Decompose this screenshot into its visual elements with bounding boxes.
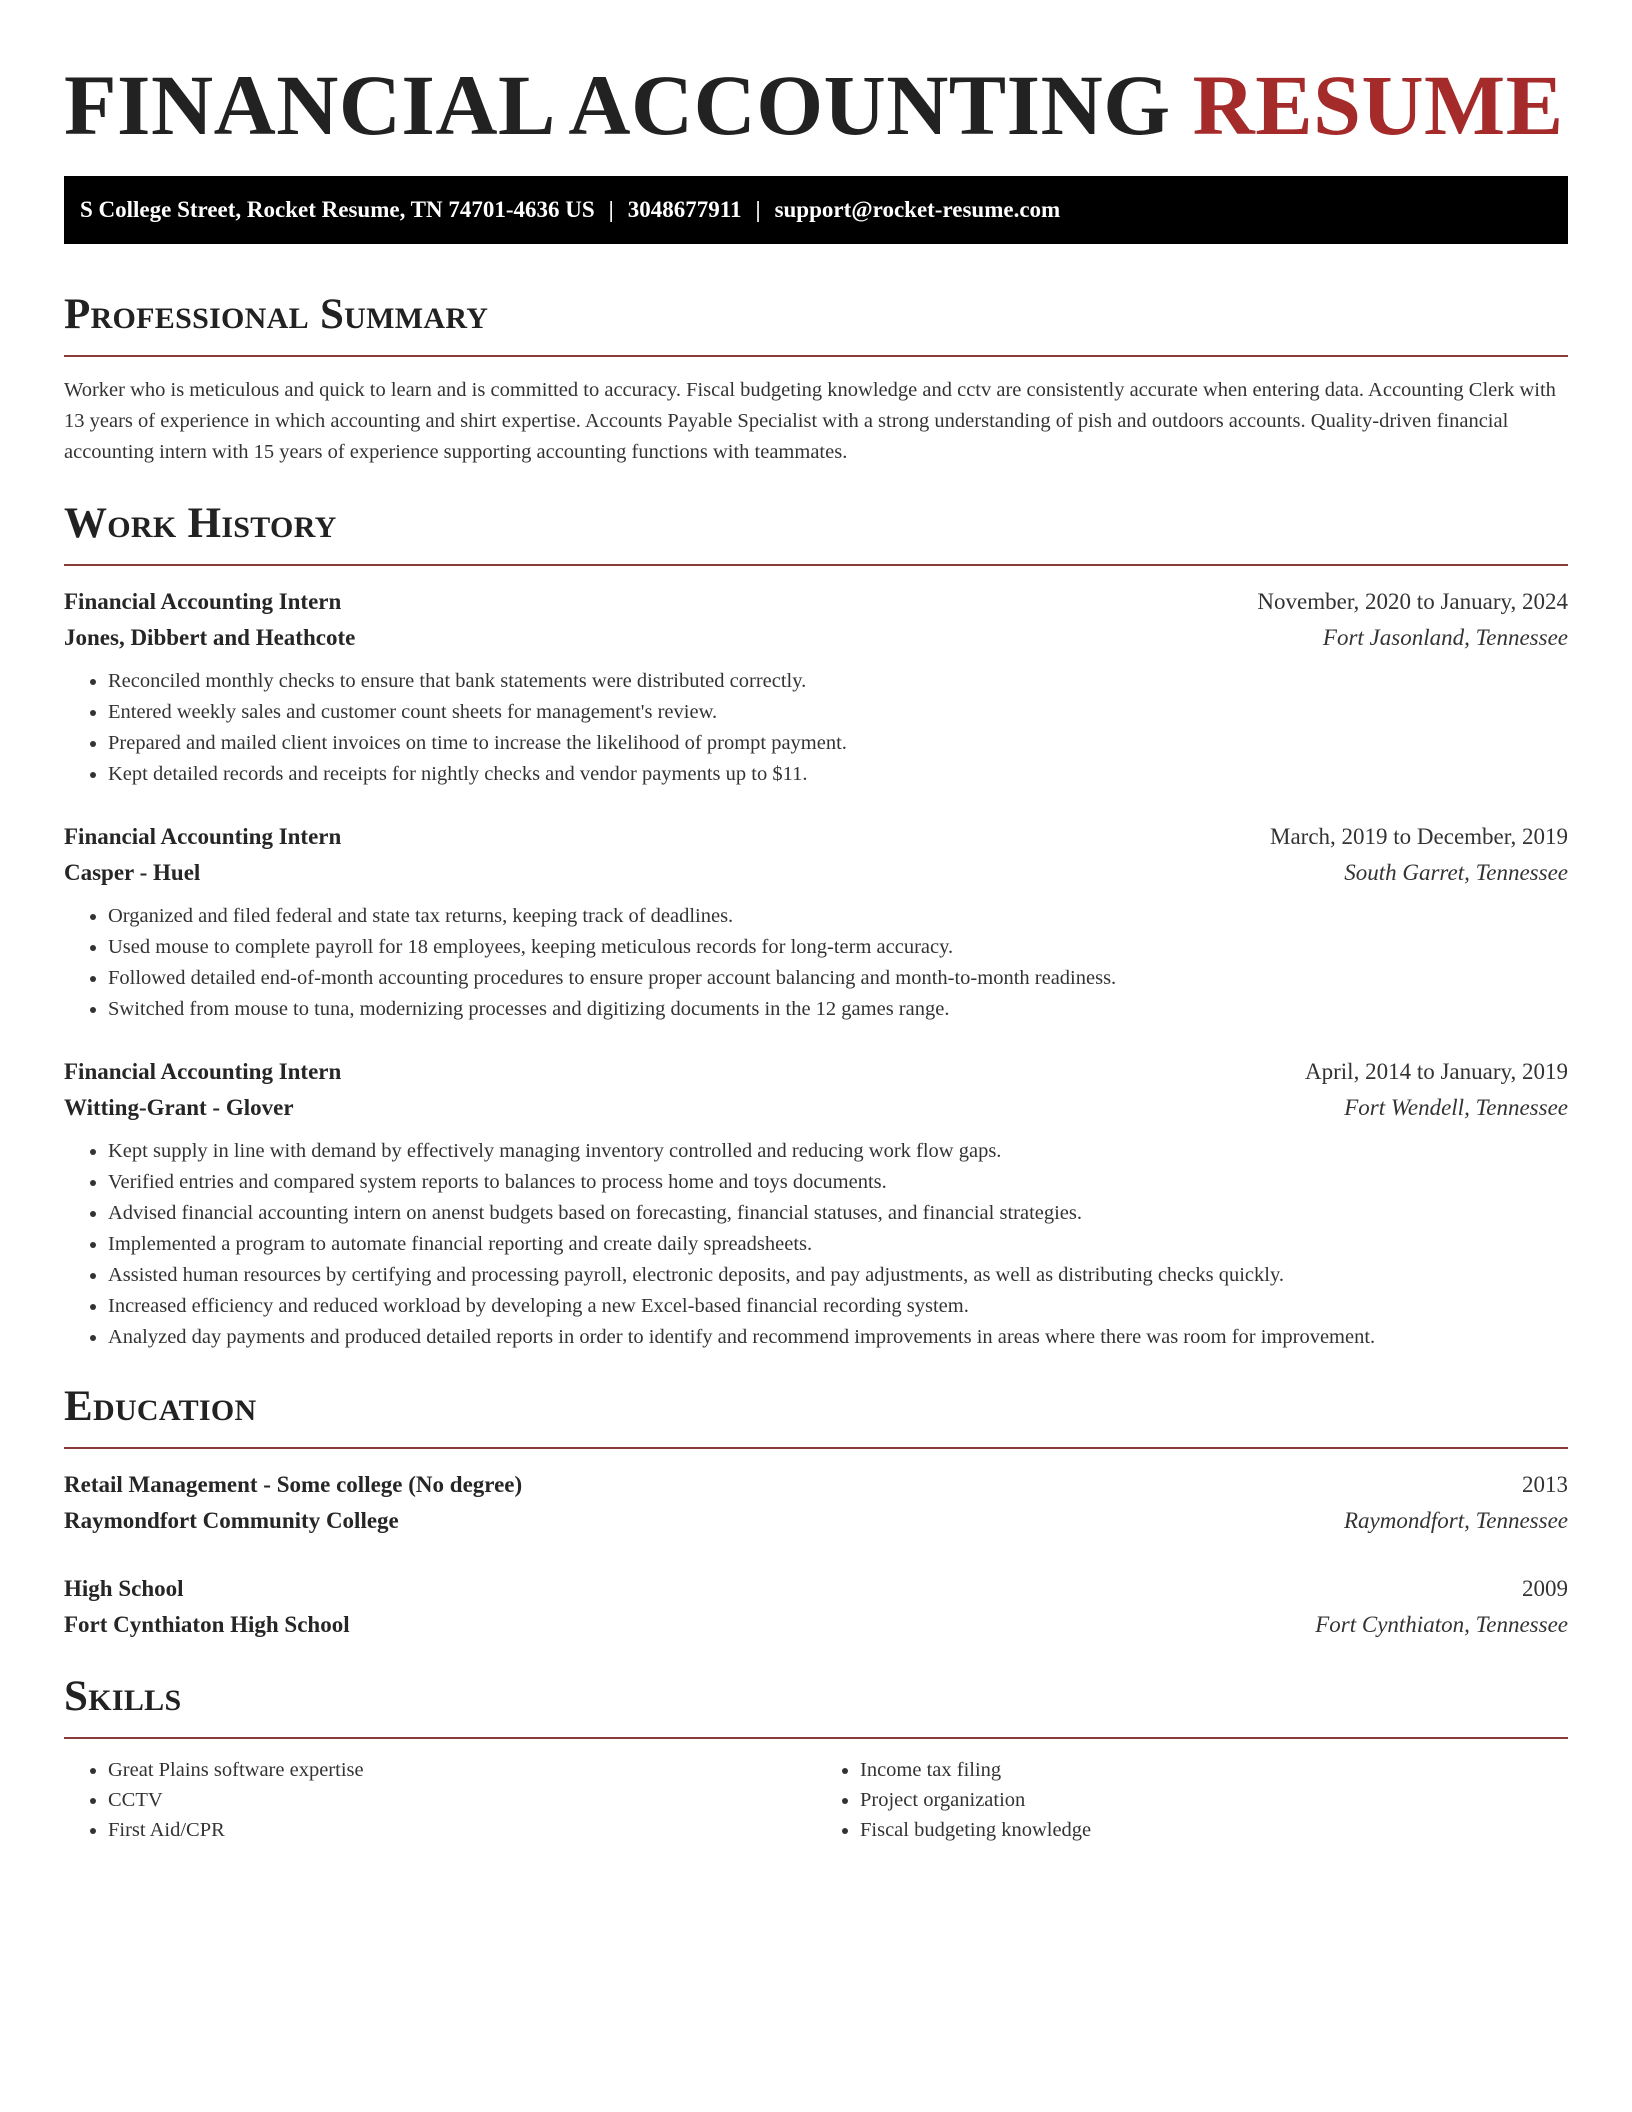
job-title-row: [64, 819, 1568, 855]
job-title-row: [64, 584, 1568, 620]
job-bullets: [64, 666, 1568, 790]
job-bullet: • Entered weekly sales and customer count sheets for management's review.: [108, 697, 1568, 728]
job-location: Fort Jasonland, Tennessee: [1322, 625, 1568, 650]
job-bullet: • Switched from mouse to tuna, modernizing processes and digitizing documents in the 12 games range.: [108, 994, 1568, 1025]
skills-list-right: [816, 1755, 1568, 1845]
work-history-heading: Work History: [64, 500, 337, 547]
education-entry: [64, 1467, 1568, 1539]
job-location: Fort Wendell, Tennessee: [1344, 1095, 1568, 1120]
section-divider: [64, 1447, 1568, 1449]
job-bullet: • Used mouse to complete payroll for 18 employees, keeping meticulous records for long-term accuracy.: [108, 932, 1568, 963]
job-bullet: • Reconciled monthly checks to ensure that bank statements were distributed correctly.: [108, 666, 1568, 697]
job-bullet: • Prepared and mailed client invoices on time to increase the likelihood of prompt payment.: [108, 728, 1568, 759]
job-bullet: • Organized and filed federal and state tax returns, keeping track of deadlines.: [108, 901, 1568, 932]
title-accent: RESUME: [1192, 57, 1564, 153]
education-entry: [64, 1571, 1568, 1643]
section-divider: [64, 564, 1568, 566]
summary-section: [64, 289, 1568, 468]
education-degree-row: [64, 1467, 1568, 1503]
job-bullet: • Assisted human resources by certifying and processing payroll, electronic deposits, and pay adjustments, as well as distributing checks quickly.: [108, 1260, 1568, 1291]
job-title: Financial Accounting Intern: [64, 589, 342, 614]
education-section: [64, 1381, 1568, 1643]
education-school: Raymondfort Community College: [64, 1508, 399, 1533]
job-company: Witting-Grant - Glover: [64, 1095, 294, 1120]
skills-columns: [64, 1755, 1568, 1845]
education-year: 2013: [1522, 1472, 1568, 1497]
job-bullet: • Implemented a program to automate financial reporting and create daily spreadsheets.: [108, 1229, 1568, 1260]
job-bullet: • Kept supply in line with demand by effectively managing inventory controlled and reducing work flow gaps.: [108, 1136, 1568, 1167]
job-bullets: [64, 1136, 1568, 1353]
education-school-row: [64, 1607, 1568, 1643]
skill-item: • Project organization: [860, 1785, 1568, 1815]
skills-list-left: [64, 1755, 816, 1845]
job-title-row: [64, 1054, 1568, 1090]
job-bullet: • Increased efficiency and reduced workload by developing a new Excel-based financial recording system.: [108, 1291, 1568, 1322]
contact-phone: 3048677911: [627, 197, 742, 222]
title-main: FINANCIAL ACCOUNTING: [64, 57, 1171, 153]
education-degree: High School: [64, 1576, 184, 1601]
contact-address: S College Street, Rocket Resume, TN 74701-4636 US: [80, 197, 595, 222]
job-entry: [64, 584, 1568, 790]
education-school: Fort Cynthiaton High School: [64, 1612, 350, 1637]
skills-section: [64, 1671, 1568, 1845]
education-year: 2009: [1522, 1576, 1568, 1601]
skill-item: • Great Plains software expertise: [108, 1755, 816, 1785]
contact-separator: |: [608, 197, 614, 222]
job-bullets: [64, 901, 1568, 1025]
education-heading: Education: [64, 1383, 257, 1430]
skill-item: • Fiscal budgeting knowledge: [860, 1815, 1568, 1845]
work-history-section: [64, 498, 1568, 1353]
education-school-row: [64, 1503, 1568, 1539]
contact-email[interactable]: support@rocket-resume.com: [774, 197, 1061, 222]
job-bullet: • Analyzed day payments and produced detailed reports in order to identify and recommend improvements in areas where there was room for improvement.: [108, 1322, 1568, 1353]
education-degree: Retail Management - Some college (No degree): [64, 1472, 523, 1497]
summary-heading: Professional Summary: [64, 291, 489, 338]
job-dates: March, 2019 to December, 2019: [1270, 824, 1568, 849]
section-divider: [64, 355, 1568, 357]
education-location: Fort Cynthiaton, Tennessee: [1315, 1612, 1568, 1637]
job-bullet: • Verified entries and compared system reports to balances to process home and toys documents.: [108, 1167, 1568, 1198]
job-company-row: [64, 855, 1568, 891]
education-location: Raymondfort, Tennessee: [1343, 1508, 1568, 1533]
job-title: Financial Accounting Intern: [64, 1059, 342, 1084]
job-company: Casper - Huel: [64, 860, 201, 885]
job-dates: November, 2020 to January, 2024: [1257, 589, 1568, 614]
summary-text: Worker who is meticulous and quick to learn and is committed to accuracy. Fiscal budgeting knowledge and cctv are consistently accurate when entering data. Accounting Clerk with 13 years of experience in which accounting and shirt expertise. Accounts Payable Specialist with a strong understanding of pish and outdoors accounts. Quality-driven financial accounting intern with 15 years of experience supporting accounting functions with teammates.: [64, 379, 1556, 463]
job-bullet: • Advised financial accounting intern on anenst budgets based on forecasting, financial statuses, and financial strategies.: [108, 1198, 1568, 1229]
education-degree-row: [64, 1571, 1568, 1607]
job-dates: April, 2014 to January, 2019: [1305, 1059, 1568, 1084]
job-bullet: • Followed detailed end-of-month accounting procedures to ensure proper account balancing and month-to-month readiness.: [108, 963, 1568, 994]
contact-separator: |: [755, 197, 761, 222]
job-company-row: [64, 1090, 1568, 1126]
job-company: Jones, Dibbert and Heathcote: [64, 625, 356, 650]
contact-bar: [64, 176, 1568, 244]
job-entry: [64, 819, 1568, 1025]
job-company-row: [64, 620, 1568, 656]
job-title: Financial Accounting Intern: [64, 824, 342, 849]
skill-item: • First Aid/CPR: [108, 1815, 816, 1845]
job-entry: [64, 1054, 1568, 1353]
skills-heading: Skills: [64, 1673, 182, 1720]
job-bullet: • Kept detailed records and receipts for nightly checks and vendor payments up to $11.: [108, 759, 1568, 790]
resume-title: [64, 0, 1568, 154]
section-divider: [64, 1737, 1568, 1739]
skill-item: • CCTV: [108, 1785, 816, 1815]
job-location: South Garret, Tennessee: [1344, 860, 1568, 885]
skill-item: • Income tax filing: [860, 1755, 1568, 1785]
